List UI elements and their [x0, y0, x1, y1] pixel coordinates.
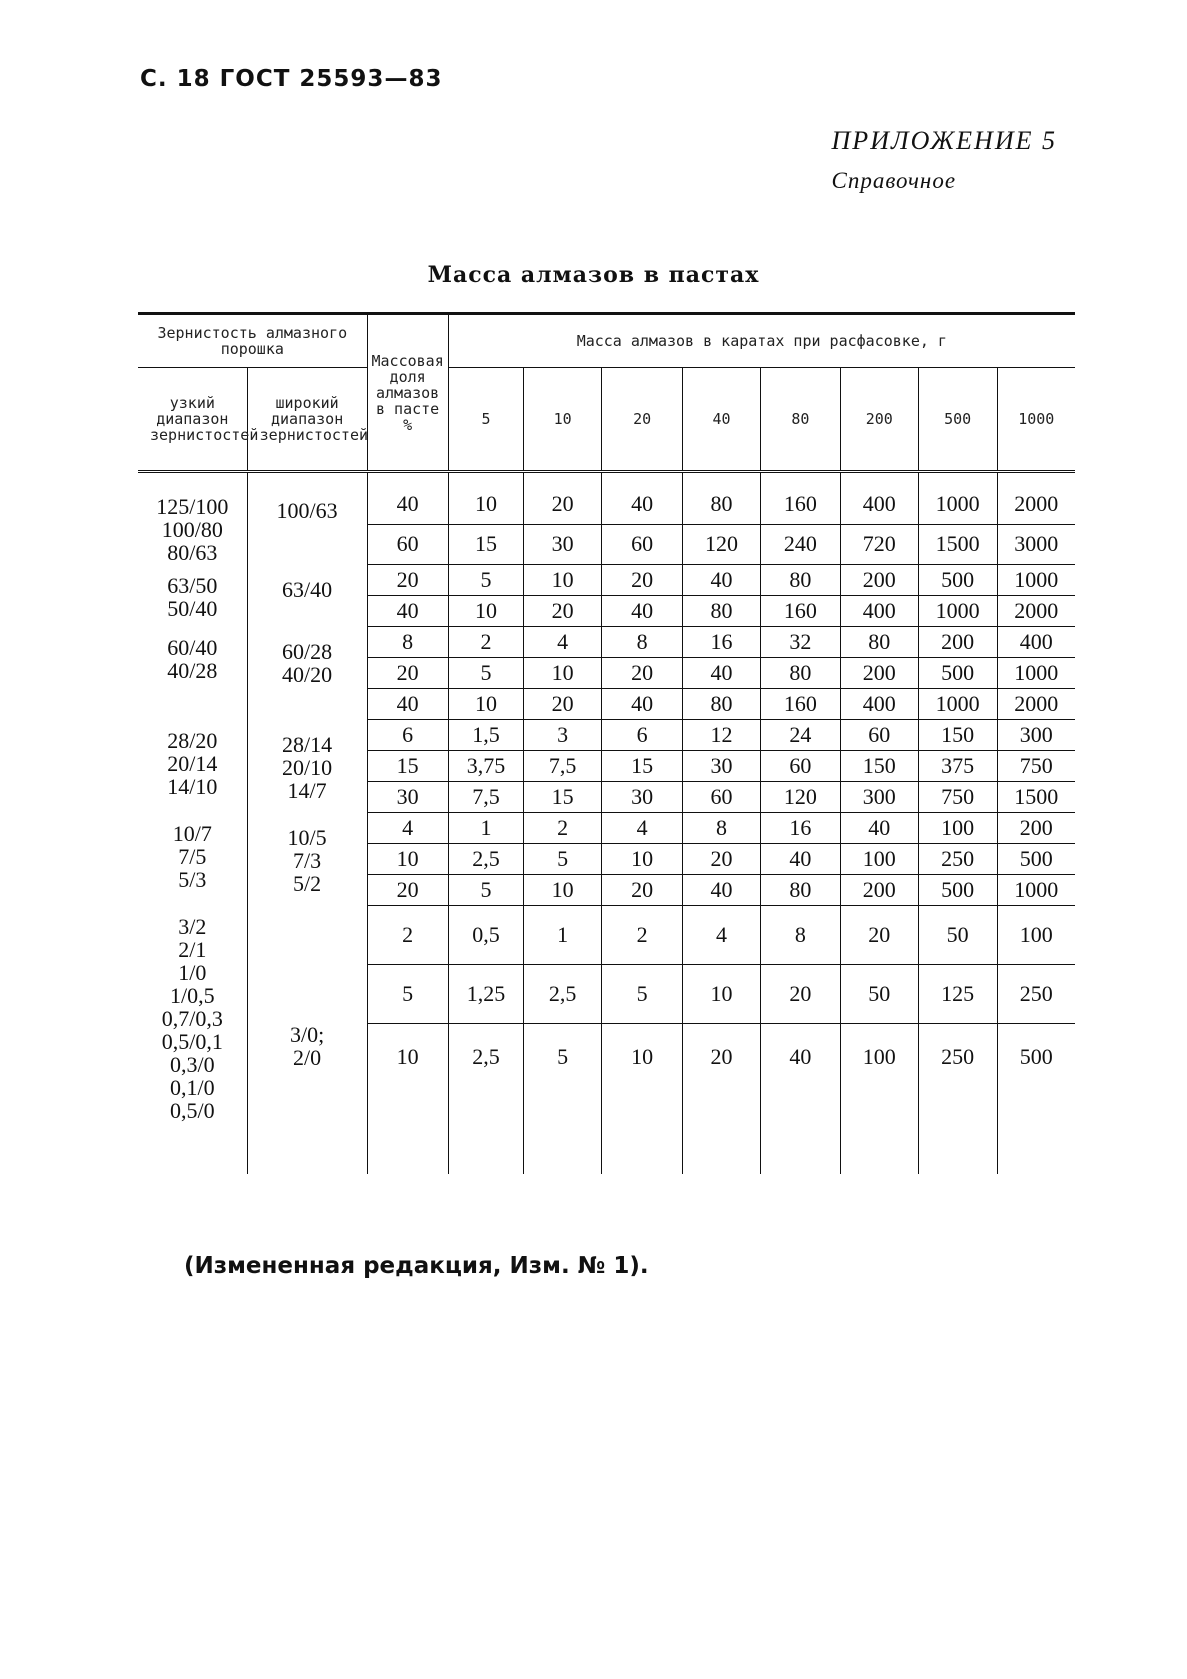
carat-mass-cell: 10	[524, 657, 602, 688]
carat-mass-cell: 2	[524, 812, 602, 843]
carat-mass-cell: 5	[524, 1023, 602, 1174]
carat-mass-cell: 5	[448, 657, 524, 688]
narrow-range-cell	[138, 812, 247, 905]
carat-mass-cell: 20	[602, 874, 683, 905]
carat-mass-cell: 10	[683, 964, 761, 1023]
carat-mass-cell: 1,5	[448, 719, 524, 750]
narrow-range-value: 0,5/0	[170, 1098, 215, 1123]
wide-range-value: 7/3	[293, 848, 322, 873]
narrow-range-cell	[138, 719, 247, 812]
wide-range-cell	[247, 485, 367, 564]
carat-mass-cell: 20	[602, 657, 683, 688]
carat-mass-cell: 1	[524, 905, 602, 964]
narrow-range-cell	[138, 564, 247, 626]
carat-mass-cell: 80	[760, 657, 840, 688]
carat-mass-cell: 80	[683, 688, 761, 719]
carat-mass-cell: 1000	[997, 564, 1075, 595]
carat-mass-cell: 40	[683, 874, 761, 905]
carat-mass-cell: 1500	[997, 781, 1075, 812]
carat-mass-cell: 1500	[918, 524, 997, 564]
carat-mass-cell: 10	[448, 485, 524, 524]
narrow-range-value: 0,5/0,1	[161, 1029, 223, 1054]
carat-mass-cell: 1000	[997, 657, 1075, 688]
carat-mass-cell: 6	[602, 719, 683, 750]
carat-mass-cell: 20	[760, 964, 840, 1023]
carat-mass-cell: 150	[918, 719, 997, 750]
carat-mass-cell: 400	[997, 626, 1075, 657]
carat-mass-cell: 15	[524, 781, 602, 812]
narrow-range-value: 5/3	[178, 867, 207, 892]
carat-mass-cell: 80	[840, 626, 918, 657]
header-mass-fraction: Массовая доля алмазов в пасте %	[367, 314, 448, 472]
carat-mass-cell: 10	[448, 688, 524, 719]
carat-mass-cell: 30	[602, 781, 683, 812]
carat-mass-cell: 100	[918, 812, 997, 843]
narrow-range-value: 1/0,5	[170, 983, 215, 1008]
carat-mass-cell: 1000	[918, 688, 997, 719]
carat-mass-cell: 80	[760, 564, 840, 595]
carat-mass-cell: 5	[524, 843, 602, 874]
carat-mass-cell: 200	[840, 874, 918, 905]
wide-range-value: 10/5	[287, 825, 327, 850]
carat-mass-cell: 4	[524, 626, 602, 657]
narrow-range-value: 60/40	[167, 635, 218, 660]
carat-mass-cell: 15	[602, 750, 683, 781]
narrow-range-value: 7/5	[178, 844, 207, 869]
mass-fraction-cell: 40	[367, 688, 448, 719]
carat-mass-cell: 750	[997, 750, 1075, 781]
wide-range-value: 60/28	[282, 639, 333, 664]
carat-mass-cell: 1000	[918, 485, 997, 524]
header-narrow-range: узкий диапазон зернистостей	[138, 368, 247, 472]
narrow-range-cell	[138, 485, 247, 564]
carat-mass-cell: 200	[840, 564, 918, 595]
carat-mass-cell: 2000	[997, 688, 1075, 719]
carat-mass-cell: 80	[760, 874, 840, 905]
page-reference: С. 18 ГОСТ 25593—83	[140, 66, 443, 92]
carat-mass-cell: 40	[840, 812, 918, 843]
carat-mass-cell: 300	[840, 781, 918, 812]
carat-mass-cell: 500	[997, 1023, 1075, 1174]
mass-fraction-cell: 40	[367, 595, 448, 626]
narrow-range-value: 125/100	[156, 494, 229, 519]
wide-range-cell	[247, 564, 367, 626]
carat-mass-cell: 150	[840, 750, 918, 781]
carat-mass-cell: 100	[840, 843, 918, 874]
header-pack-size: 10	[524, 368, 602, 472]
carat-mass-cell: 2,5	[448, 1023, 524, 1174]
carat-mass-cell: 2,5	[448, 843, 524, 874]
carat-mass-cell: 0,5	[448, 905, 524, 964]
mass-fraction-cell: 10	[367, 1023, 448, 1174]
carat-mass-cell: 2	[448, 626, 524, 657]
header-pack-size: 40	[683, 368, 761, 472]
carat-mass-cell: 2000	[997, 595, 1075, 626]
header-pack-size: 20	[602, 368, 683, 472]
carat-mass-cell: 8	[760, 905, 840, 964]
narrow-range-cell	[138, 905, 247, 1174]
carat-mass-cell: 20	[683, 1023, 761, 1174]
carat-mass-cell: 10	[602, 1023, 683, 1174]
carat-mass-cell: 3	[524, 719, 602, 750]
mass-fraction-cell: 30	[367, 781, 448, 812]
carat-mass-cell: 4	[602, 812, 683, 843]
carat-mass-cell: 10	[524, 564, 602, 595]
carat-mass-cell: 60	[760, 750, 840, 781]
carat-mass-cell: 125	[918, 964, 997, 1023]
mass-fraction-cell: 8	[367, 626, 448, 657]
narrow-range-value: 3/2	[178, 914, 207, 939]
wide-range-value: 2/0	[293, 1045, 322, 1071]
wide-range-value: 40/20	[282, 662, 333, 687]
carat-mass-cell: 2,5	[524, 964, 602, 1023]
table-title: Масса алмазов в пастах	[427, 262, 760, 288]
mass-fraction-cell: 20	[367, 874, 448, 905]
carat-mass-cell: 400	[840, 688, 918, 719]
narrow-range-value: 28/20	[167, 728, 218, 753]
carat-mass-cell: 2	[602, 905, 683, 964]
carat-mass-cell: 30	[683, 750, 761, 781]
narrow-range-value: 63/50	[167, 573, 218, 598]
carat-mass-cell: 5	[448, 564, 524, 595]
carat-mass-cell: 750	[918, 781, 997, 812]
header-grain-size: Зернистость алмазного порошка	[138, 314, 367, 368]
wide-range-cell	[247, 812, 367, 905]
mass-fraction-cell: 40	[367, 485, 448, 524]
carat-mass-cell: 120	[760, 781, 840, 812]
mass-fraction-cell: 15	[367, 750, 448, 781]
carat-mass-cell: 400	[840, 595, 918, 626]
narrow-range-value: 14/10	[167, 774, 218, 799]
carat-mass-cell: 100	[840, 1023, 918, 1174]
carat-mass-cell: 2000	[997, 485, 1075, 524]
mass-fraction-cell: 5	[367, 964, 448, 1023]
carat-mass-cell: 250	[997, 964, 1075, 1023]
carat-mass-cell: 20	[524, 688, 602, 719]
mass-fraction-cell: 2	[367, 905, 448, 964]
carat-mass-cell: 20	[840, 905, 918, 964]
wide-range-cell	[247, 626, 367, 719]
carat-mass-cell: 3,75	[448, 750, 524, 781]
header-mass-carats: Масса алмазов в каратах при расфасовке, г	[448, 314, 1075, 368]
carat-mass-cell: 375	[918, 750, 997, 781]
appendix-subtitle: Справочное	[831, 168, 957, 193]
carat-mass-cell: 20	[602, 564, 683, 595]
carat-mass-cell: 60	[683, 781, 761, 812]
carat-mass-cell: 50	[840, 964, 918, 1023]
carat-mass-cell: 80	[683, 485, 761, 524]
carat-mass-cell: 500	[997, 843, 1075, 874]
revision-note: (Измененная редакция, Изм. № 1).	[184, 1253, 649, 1279]
carat-mass-cell: 400	[840, 485, 918, 524]
narrow-range-value: 40/28	[167, 658, 218, 683]
wide-range-value: 100/63	[276, 498, 338, 523]
carat-mass-cell: 5	[448, 874, 524, 905]
carat-mass-cell: 12	[683, 719, 761, 750]
carat-mass-cell: 40	[683, 657, 761, 688]
carat-mass-cell: 20	[524, 485, 602, 524]
carat-mass-cell: 40	[683, 564, 761, 595]
carat-mass-cell: 1,25	[448, 964, 524, 1023]
wide-range-value: 5/2	[293, 871, 322, 896]
narrow-range-value: 10/7	[172, 821, 212, 846]
carat-mass-cell: 7,5	[524, 750, 602, 781]
carat-mass-cell: 250	[918, 1023, 997, 1174]
wide-range-value: 3/0;	[290, 1022, 325, 1048]
mass-fraction-cell: 60	[367, 524, 448, 564]
carat-mass-cell: 1000	[997, 874, 1075, 905]
appendix-block	[832, 126, 1057, 194]
carat-mass-cell: 500	[918, 564, 997, 595]
carat-mass-cell: 200	[918, 626, 997, 657]
carat-mass-cell: 240	[760, 524, 840, 564]
header-pack-size: 1000	[997, 368, 1075, 472]
carat-mass-cell: 8	[683, 812, 761, 843]
carat-mass-cell: 60	[840, 719, 918, 750]
carat-mass-cell: 40	[602, 595, 683, 626]
carat-mass-cell: 1	[448, 812, 524, 843]
header-pack-size: 80	[760, 368, 840, 472]
carat-mass-cell: 160	[760, 595, 840, 626]
carat-mass-cell: 200	[997, 812, 1075, 843]
narrow-range-value: 100/80	[161, 517, 223, 542]
wide-range-cell	[247, 719, 367, 812]
narrow-range-cell	[138, 626, 247, 719]
carat-mass-cell: 8	[602, 626, 683, 657]
narrow-range-value: 50/40	[167, 596, 218, 621]
carat-mass-cell: 7,5	[448, 781, 524, 812]
narrow-range-value: 80/63	[167, 540, 218, 565]
wide-range-value: 63/40	[282, 577, 333, 602]
narrow-range-value: 0,1/0	[170, 1075, 215, 1100]
narrow-range-value: 1/0	[178, 960, 207, 985]
carat-mass-cell: 100	[997, 905, 1075, 964]
narrow-range-value: 20/14	[167, 751, 218, 776]
carat-mass-cell: 3000	[997, 524, 1075, 564]
table-body	[138, 472, 1075, 1174]
carat-mass-cell: 10	[448, 595, 524, 626]
carat-mass-cell: 10	[524, 874, 602, 905]
narrow-range-value: 2/1	[178, 937, 207, 962]
carat-mass-cell: 300	[997, 719, 1075, 750]
appendix-title: ПРИЛОЖЕНИЕ 5	[831, 126, 1057, 155]
mass-fraction-cell: 6	[367, 719, 448, 750]
carat-mass-cell: 40	[602, 688, 683, 719]
carat-mass-cell: 16	[683, 626, 761, 657]
carat-mass-cell: 5	[602, 964, 683, 1023]
carat-mass-cell: 500	[918, 874, 997, 905]
carat-mass-cell: 120	[683, 524, 761, 564]
carat-mass-cell: 160	[760, 688, 840, 719]
carat-mass-cell: 60	[602, 524, 683, 564]
carat-mass-cell: 40	[602, 485, 683, 524]
wide-range-cell	[247, 905, 367, 1174]
carat-mass-cell: 500	[918, 657, 997, 688]
carat-mass-cell: 1000	[918, 595, 997, 626]
carat-mass-cell: 30	[524, 524, 602, 564]
mass-fraction-cell: 4	[367, 812, 448, 843]
narrow-range-value: 0,3/0	[170, 1052, 215, 1077]
carat-mass-cell: 4	[683, 905, 761, 964]
wide-range-value: 20/10	[282, 755, 333, 780]
header-pack-size: 500	[918, 368, 997, 472]
carat-mass-cell: 32	[760, 626, 840, 657]
carat-mass-cell: 24	[760, 719, 840, 750]
carat-mass-cell: 40	[760, 843, 840, 874]
carat-mass-cell: 40	[760, 1023, 840, 1174]
carat-mass-cell: 16	[760, 812, 840, 843]
carat-mass-cell: 10	[602, 843, 683, 874]
carat-mass-cell: 15	[448, 524, 524, 564]
narrow-range-value: 0,7/0,3	[161, 1006, 223, 1031]
carat-mass-cell: 160	[760, 485, 840, 524]
wide-range-value: 28/14	[282, 732, 333, 757]
header-wide-range: широкий диапазон зернистостей	[247, 368, 367, 472]
carat-mass-cell: 80	[683, 595, 761, 626]
mass-fraction-cell: 10	[367, 843, 448, 874]
carat-mass-cell: 20	[524, 595, 602, 626]
mass-fraction-cell: 20	[367, 657, 448, 688]
header-pack-size: 200	[840, 368, 918, 472]
wide-range-value: 14/7	[287, 778, 327, 803]
mass-fraction-cell: 20	[367, 564, 448, 595]
carat-mass-cell: 20	[683, 843, 761, 874]
carat-mass-cell: 50	[918, 905, 997, 964]
carat-mass-cell: 250	[918, 843, 997, 874]
header-pack-size: 5	[448, 368, 524, 472]
carat-mass-cell: 200	[840, 657, 918, 688]
carat-mass-cell: 720	[840, 524, 918, 564]
diamond-mass-table	[138, 312, 1075, 1174]
